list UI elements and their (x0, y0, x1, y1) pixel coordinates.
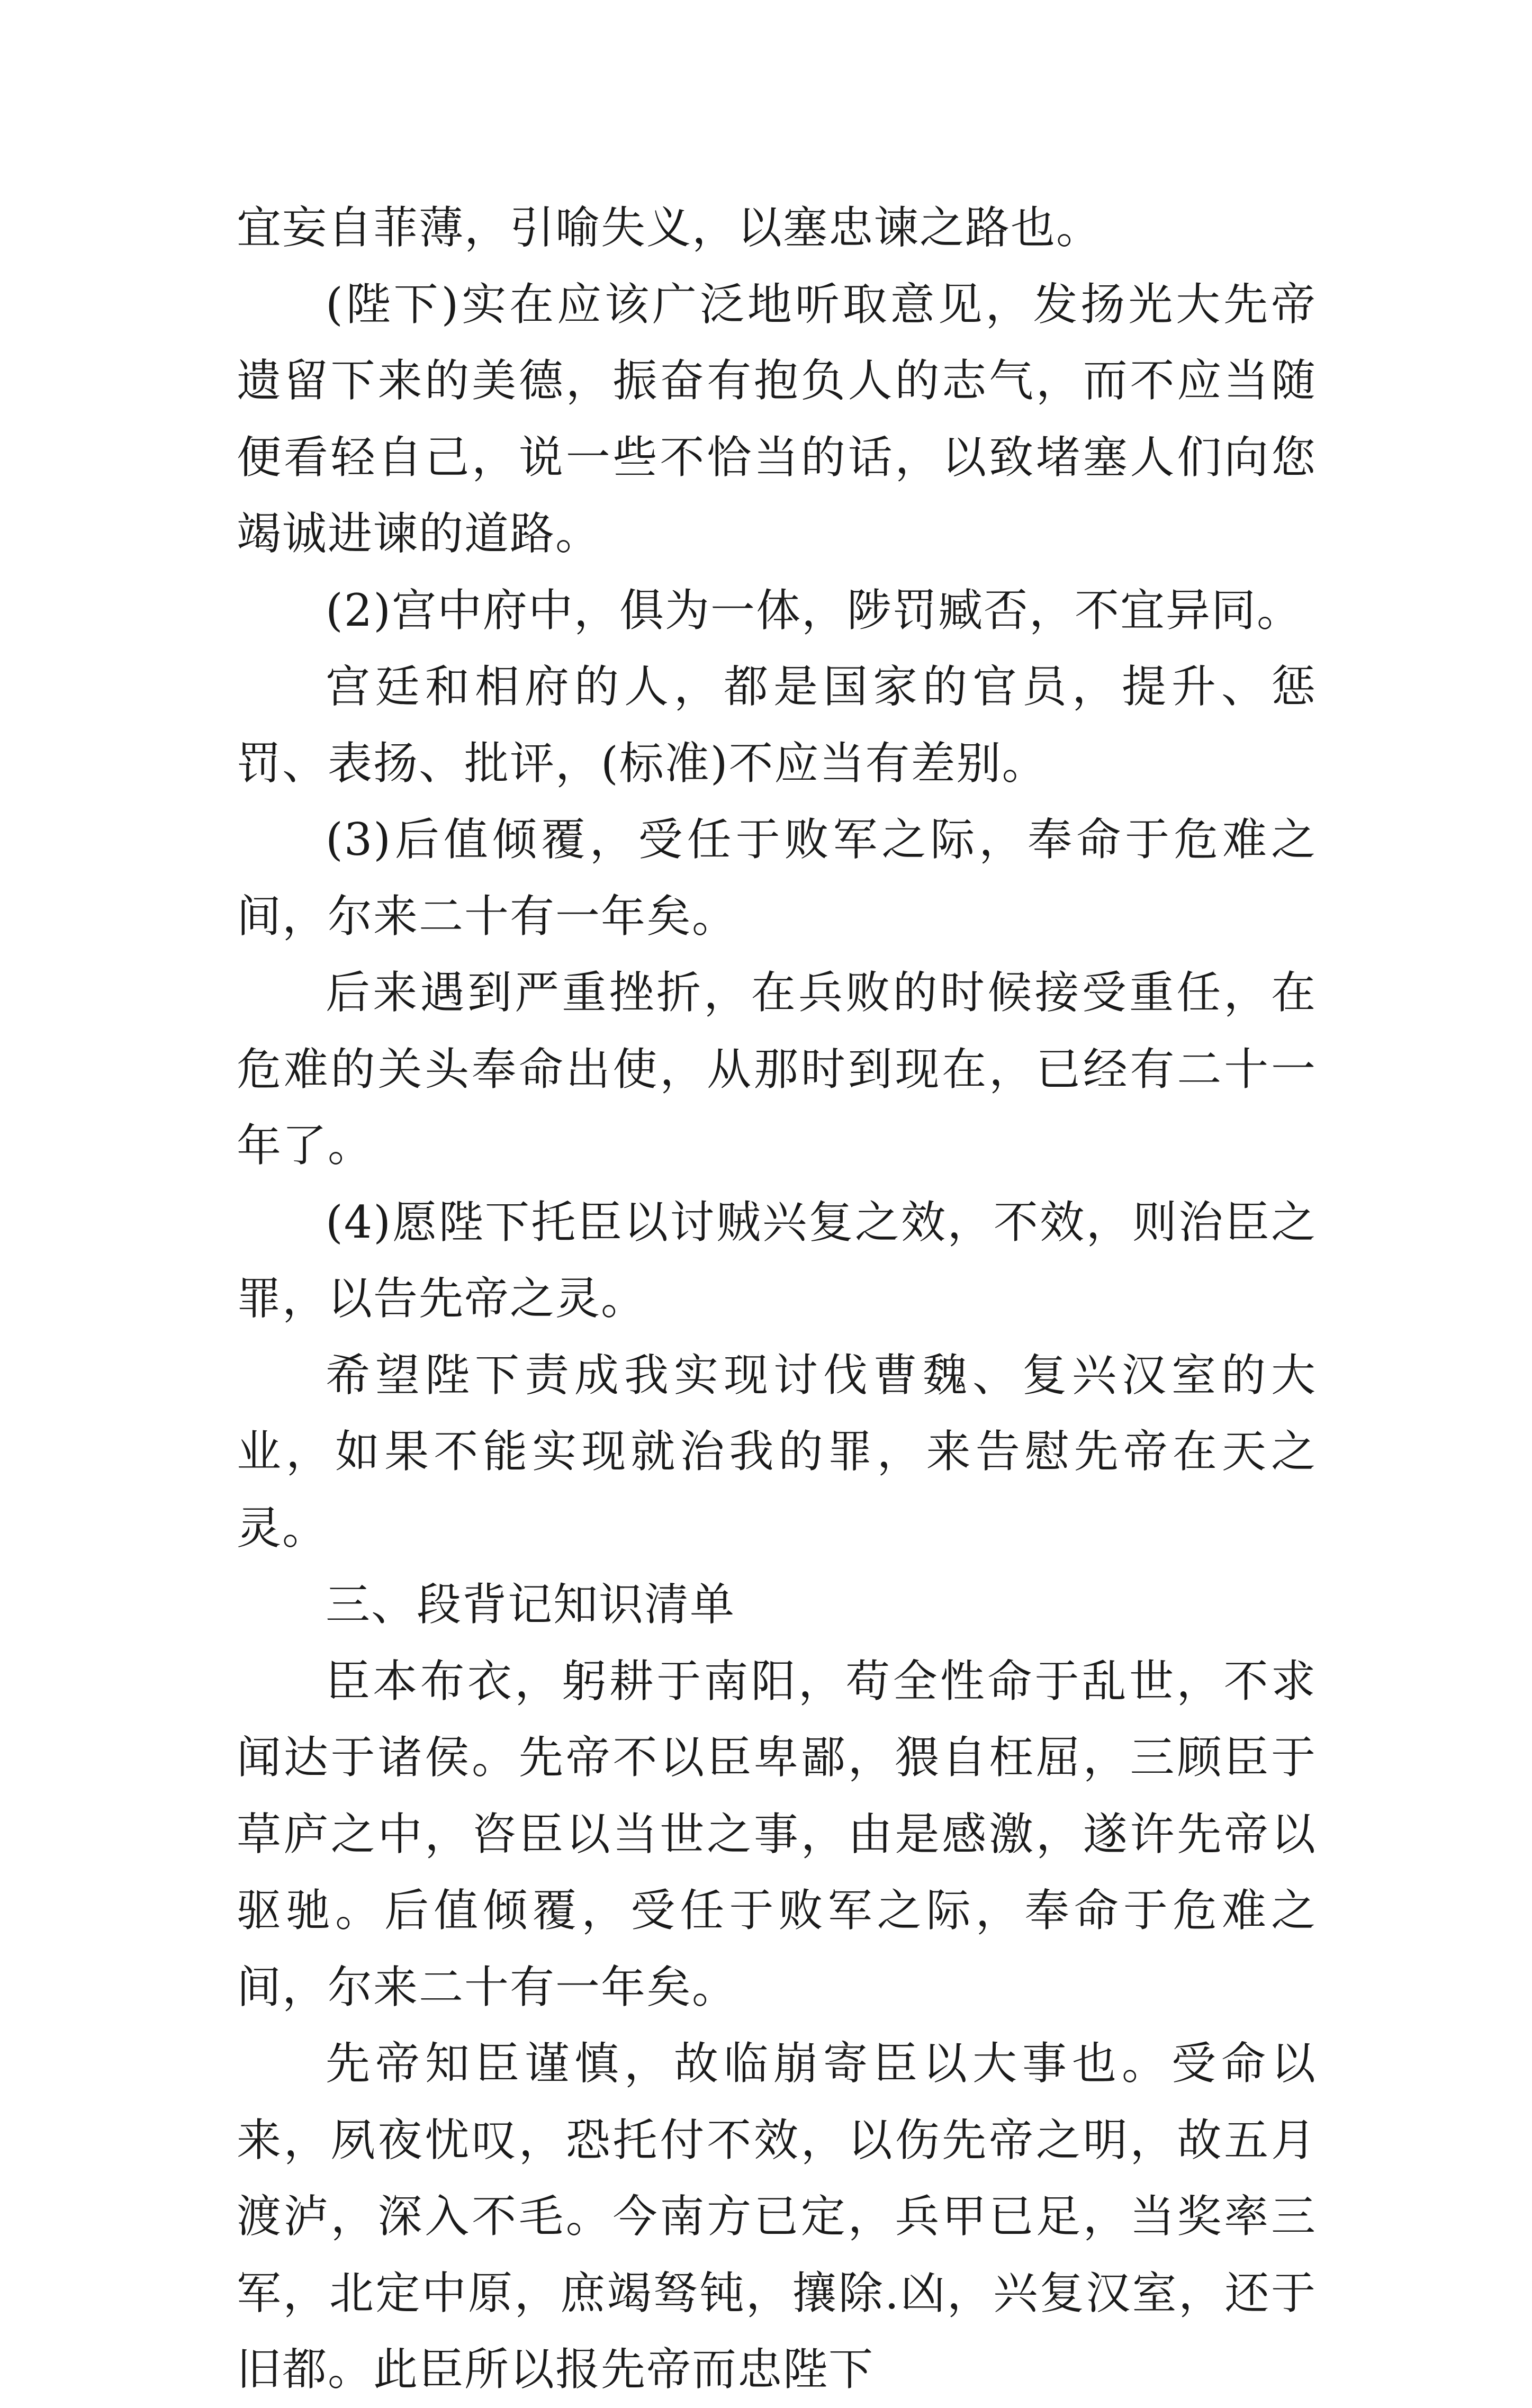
paragraph-original-4: (4)愿陛下托臣以讨贼兴复之效，不效，则治臣之罪，以告先帝之灵。 (237, 1196, 1317, 1324)
paragraph-original-3: (3)后值倾覆，受任于败军之际，奉命于危难之间，尔来二十有一年矣。 (237, 814, 1317, 942)
section-heading: 三、段背记知识清单 (326, 1579, 736, 1630)
paragraph-translation-1: (陛下)实在应该广泛地听取意见，发扬光大先帝遗留下来的美德，振奋有抱负人的志气，而不应当随便看轻自己，说一些不恰当的话，以致堵塞人们向您竭诚进谏的道路。 (237, 278, 1317, 560)
document-body (237, 190, 1317, 2408)
paragraph-translation-2: 宫廷和相府的人，都是国家的官员，提升、惩罚、表扬、批评，(标准)不应当有差别。 (237, 661, 1317, 789)
paragraph-original-2: (2)宫中府中，俱为一体，陟罚臧否，不宜异同。 (326, 584, 1302, 636)
recitation-paragraph-1: 臣本布衣，躬耕于南阳，苟全性命于乱世，不求闻达于诸侯。先帝不以臣卑鄙，猥自枉屈，三顾臣于草庐之中，咨臣以当世之事，由是感激，遂许先帝以驱驰。后值倾覆，受任于败军之际，奉命于危难之间，尔来二十有一年矣。 (237, 1655, 1317, 2013)
paragraph-translation-4: 希望陛下责成我实现讨伐曹魏、复兴汉室的大业，如果不能实现就治我的罪，来告慰先帝在天之灵。 (237, 1349, 1317, 1554)
paragraph-translation-3: 后来遇到严重挫折，在兵败的时候接受重任，在危难的关头奉命出使，从那时到现在，已经有二十一年了。 (237, 967, 1317, 1171)
paragraph-continuation: 宜妄自菲薄，引喻失义，以塞忠谏之路也。 (237, 202, 1102, 254)
recitation-paragraph-2: 先帝知臣谨慎，故临崩寄臣以大事也。受命以来，夙夜忧叹，恐托付不效，以伤先帝之明，故五月渡泸，深入不毛。今南方已定，兵甲已足，当奖率三军，北定中原，庶竭驽钝，攘除.凶，兴复汉室，还于旧都。此臣所以报先帝而忠陛下 (237, 2037, 1317, 2395)
